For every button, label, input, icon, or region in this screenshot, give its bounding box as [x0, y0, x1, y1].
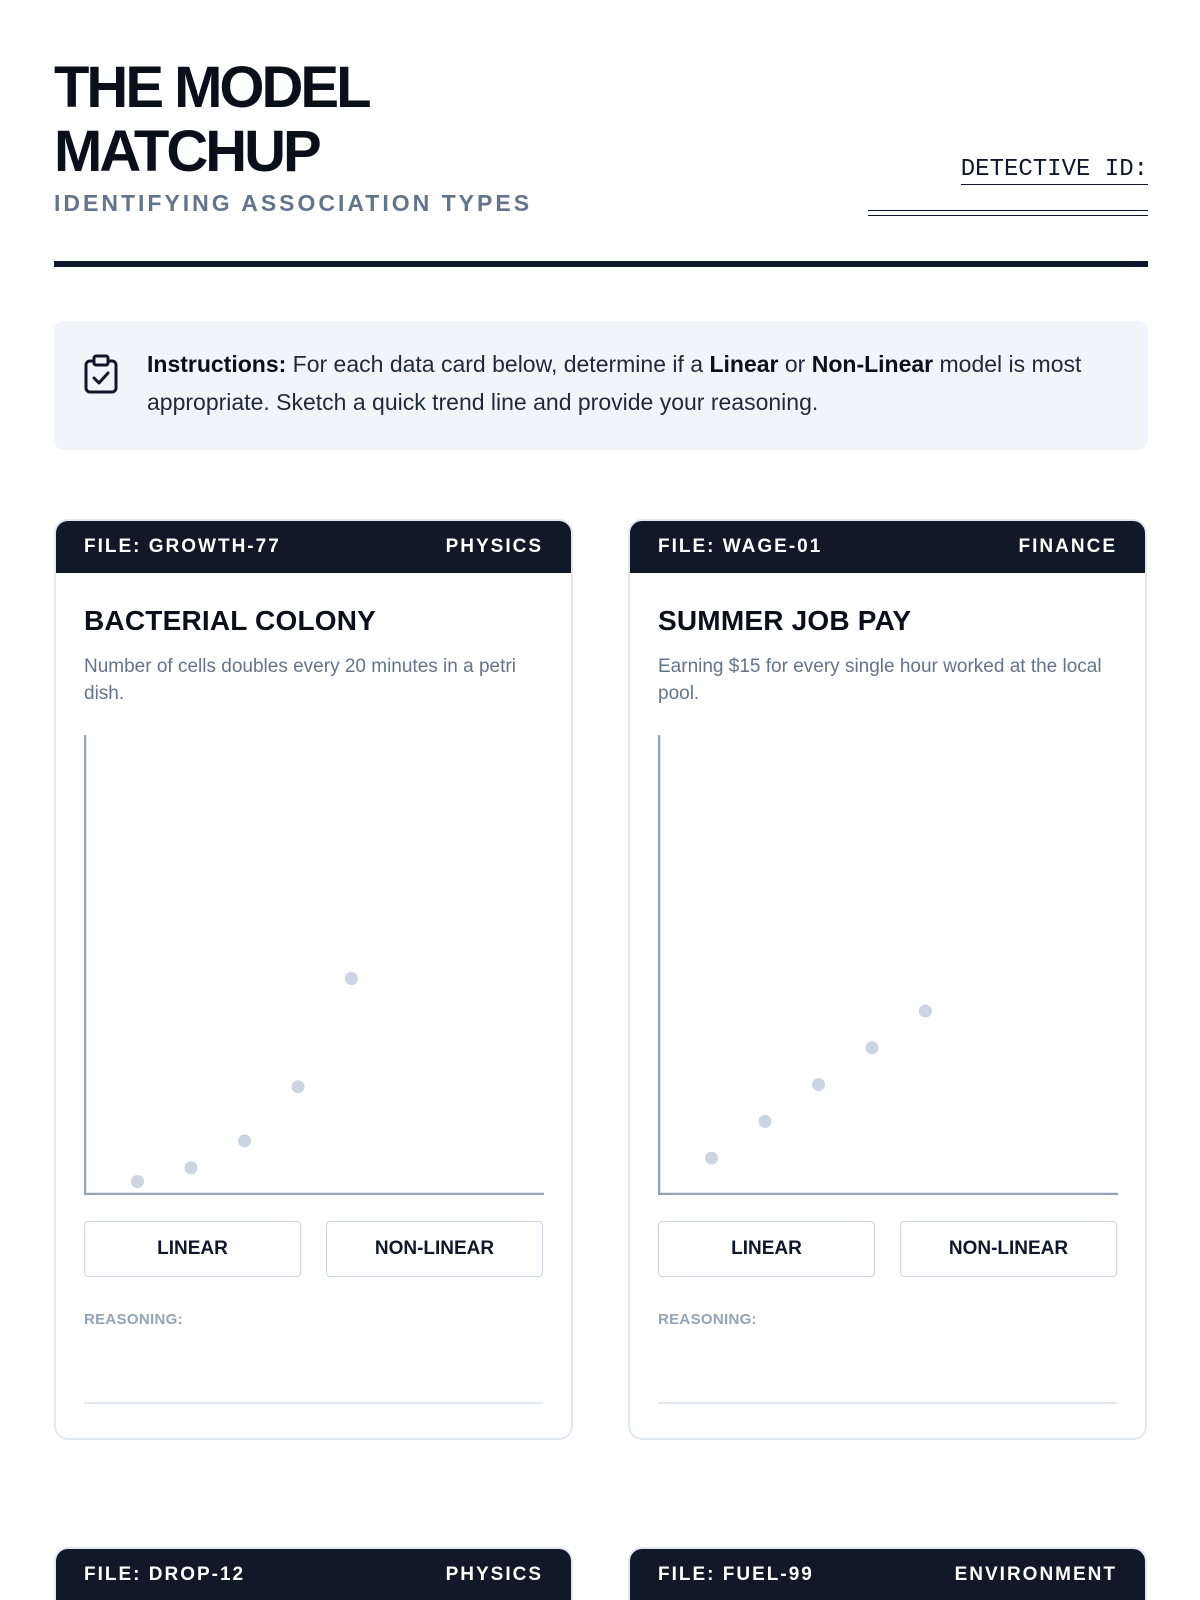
- data-point: [131, 1175, 144, 1188]
- card-category: FINANCE: [1018, 536, 1117, 557]
- data-card-wage: [628, 519, 1147, 1440]
- page-subtitle: IDENTIFYING ASSOCIATION TYPES: [54, 190, 533, 216]
- card-title: BACTERIAL COLONY: [84, 605, 377, 636]
- linear-button[interactable]: LINEAR: [658, 1221, 875, 1277]
- instructions-lead: Instructions:: [147, 351, 287, 377]
- card-description: Number of cells doubles every 20 minutes in a petri dish.: [84, 656, 516, 704]
- instructions-part-1: For each data card below, determine if a: [292, 351, 704, 377]
- reasoning-label: REASONING:: [84, 1311, 183, 1328]
- data-card-growth: [54, 519, 573, 1440]
- card-header: [56, 521, 571, 573]
- page-title: [54, 56, 574, 184]
- card-file-id: FILE: DROP-12: [84, 1564, 246, 1585]
- data-point: [866, 1041, 879, 1054]
- data-point: [812, 1078, 825, 1091]
- instructions-part-2: model is most appropriate. Sketch a quick trend line and provide your reasoning.: [147, 351, 1082, 415]
- linear-button[interactable]: LINEAR: [84, 1221, 301, 1277]
- card-header: [630, 521, 1145, 573]
- card-header: [630, 1549, 1145, 1600]
- card-file-id: FILE: WAGE-01: [658, 536, 823, 557]
- title-line-1: THE MODEL: [54, 55, 369, 120]
- card-description: Earning $15 for every single hour worked at the local pool.: [658, 656, 1102, 704]
- reasoning-line[interactable]: [84, 1402, 543, 1404]
- data-point: [919, 1005, 932, 1018]
- card-category: ENVIRONMENT: [954, 1564, 1117, 1585]
- instructions-box: [54, 321, 1148, 450]
- scatter-plot-growth[interactable]: [84, 735, 544, 1195]
- data-point: [238, 1134, 251, 1147]
- detective-id-label: DETECTIVE ID:: [960, 156, 1148, 183]
- data-point: [292, 1080, 305, 1093]
- clipboard-check-icon: [83, 354, 119, 394]
- instructions-text: [147, 345, 1127, 421]
- data-point: [759, 1115, 772, 1128]
- scatter-plot-wage[interactable]: [658, 735, 1118, 1195]
- card-title: SUMMER JOB PAY: [658, 605, 912, 636]
- header-divider: [54, 261, 1148, 267]
- data-point: [185, 1161, 198, 1174]
- reasoning-label: REASONING:: [658, 1311, 757, 1328]
- title-line-2: MATCHUP: [54, 119, 319, 184]
- data-card-drop: [54, 1547, 573, 1600]
- card-category: PHYSICS: [445, 1564, 543, 1585]
- reasoning-line[interactable]: [658, 1402, 1117, 1404]
- instructions-linear: Linear: [709, 351, 779, 377]
- data-point: [705, 1152, 718, 1165]
- instructions-or: or: [784, 351, 806, 377]
- card-category: PHYSICS: [445, 536, 543, 557]
- card-header: [56, 1549, 571, 1600]
- nonlinear-button[interactable]: NON-LINEAR: [326, 1221, 543, 1277]
- data-card-fuel: [628, 1547, 1147, 1600]
- card-file-id: FILE: GROWTH-77: [84, 536, 281, 557]
- detective-id-field[interactable]: [868, 210, 1148, 216]
- nonlinear-button[interactable]: NON-LINEAR: [900, 1221, 1117, 1277]
- data-point: [345, 972, 358, 985]
- card-file-id: FILE: FUEL-99: [658, 1564, 814, 1585]
- instructions-nonlinear: Non-Linear: [811, 351, 934, 377]
